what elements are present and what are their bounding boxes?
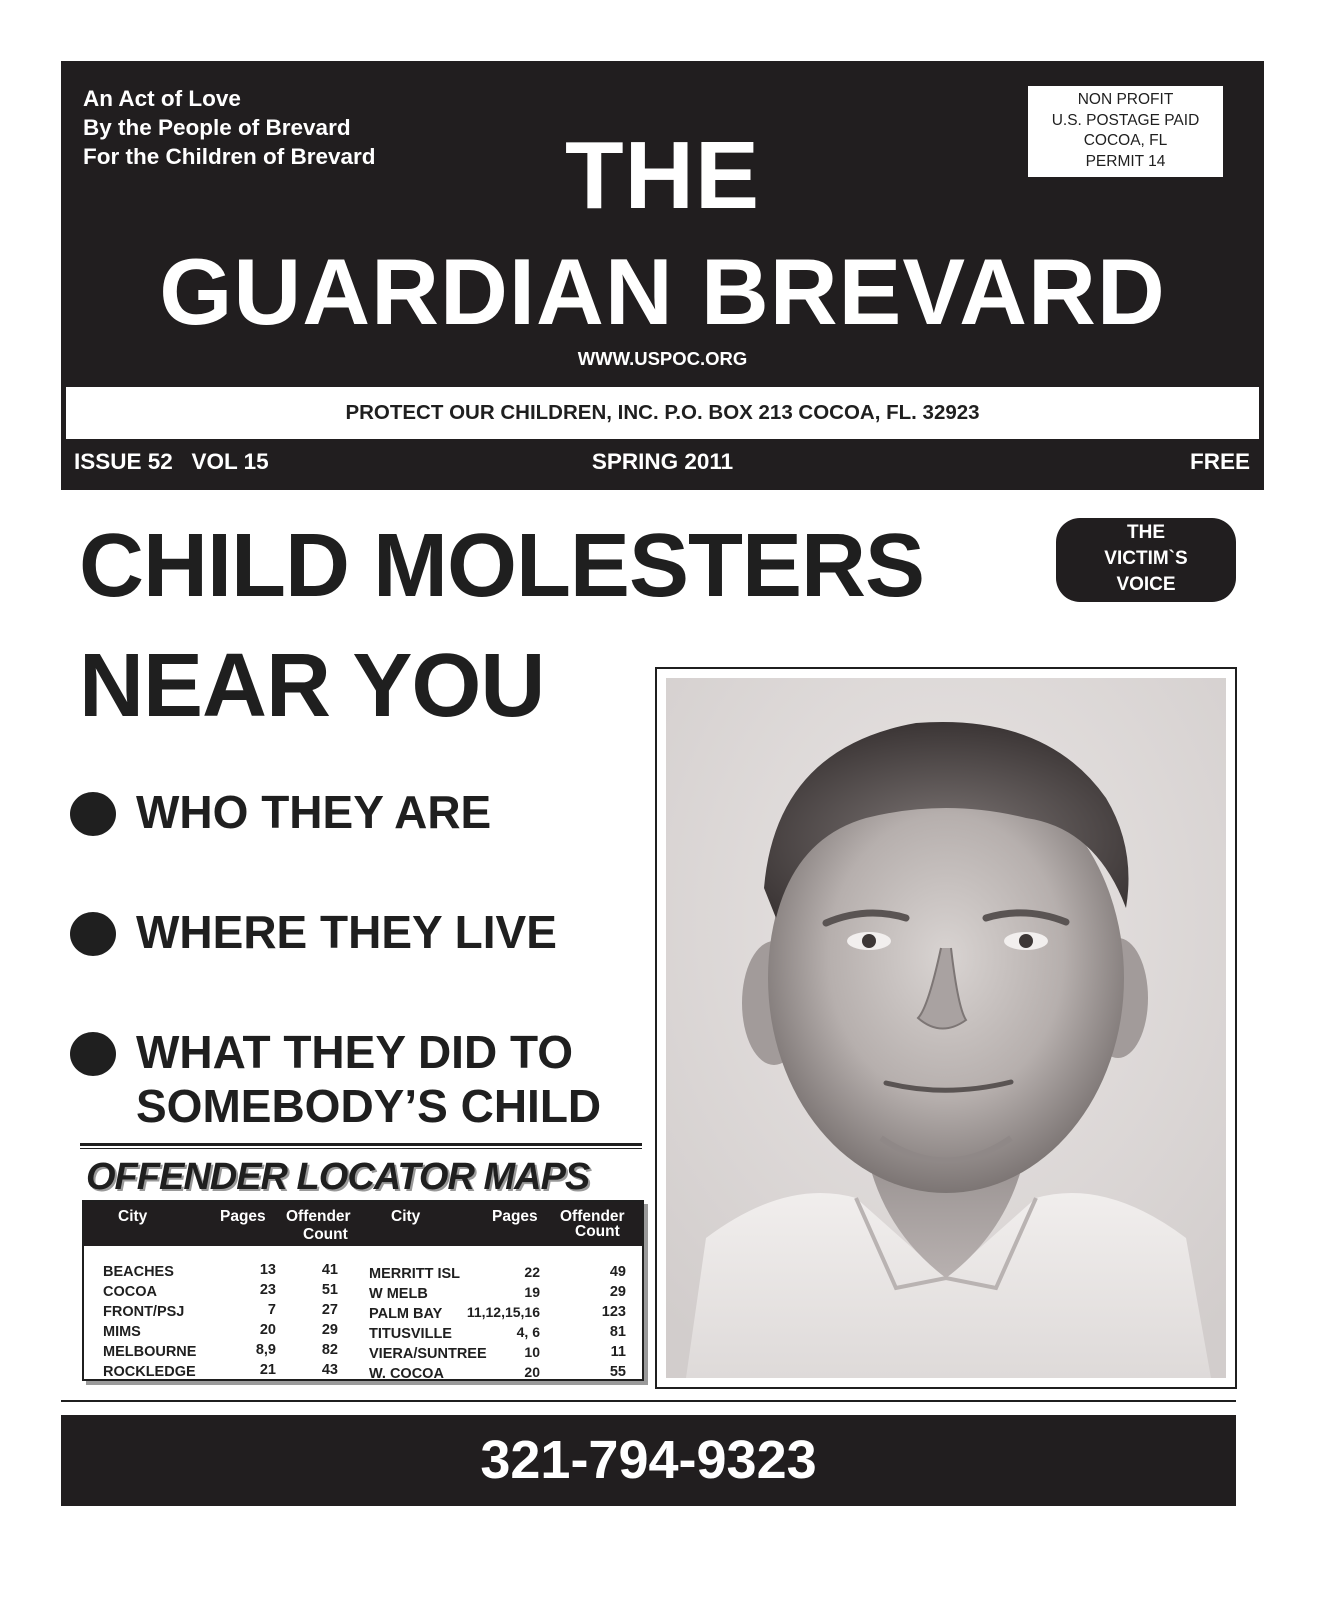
table-cell-pages: 13 [259,1262,276,1278]
table-cell-count: 81 [609,1324,626,1340]
phone-number[interactable]: 321-794-9323 [61,1415,1236,1506]
table-cell-city: BEACHES [103,1264,174,1280]
offender-locator-table [82,1200,644,1381]
table-cell-city: TITUSVILLE [369,1326,452,1342]
bullet-text: WHO THEY ARE [136,786,492,838]
bullet-text: WHAT THEY DID TO [136,1026,573,1078]
table-cell-pages: 8,9 [255,1342,276,1358]
table-cell-city: W. COCOA [369,1366,444,1382]
column-header-offender: Offender [286,1208,351,1225]
table-cell-pages: 4, 6 [516,1324,540,1340]
table-cell-city: VIERA/SUNTREE [369,1346,487,1362]
issue-info-row [61,443,1264,481]
bullet-dot-icon [70,1032,116,1076]
table-cell-city: MELBOURNE [103,1344,197,1360]
newspaper-title: GUARDIAN BREVARD [159,239,1166,344]
table-cell-city: PALM BAY [369,1306,443,1322]
left-count-column [296,1260,338,1380]
table-cell-count: 27 [321,1302,338,1318]
bullet-dot-icon [70,912,116,956]
table-cell-pages: 11,12,15,16 [466,1304,540,1320]
table-cell-city: MIMS [103,1324,141,1340]
website-link[interactable]: WWW.USPOC.ORG [577,348,748,369]
table-cell-pages: 20 [524,1364,540,1380]
table-cell-pages: 10 [524,1344,540,1360]
tagline-line: An Act of Love [83,86,241,111]
headline-line-2: NEAR YOU [79,636,545,736]
column-header-offender: Offender [560,1208,625,1225]
table-cell-count: 43 [321,1362,338,1378]
bullet-dot-icon [70,792,116,836]
table-cell-count: 11 [610,1344,626,1360]
column-header-pages: Pages [492,1208,538,1225]
table-cell-pages: 19 [524,1284,540,1300]
postage-line: NON PROFIT [1077,91,1174,108]
left-pages-column [234,1260,276,1380]
table-cell-count: 82 [321,1342,338,1358]
badge-line: VOICE [1116,574,1176,595]
table-cell-pages: 7 [267,1302,276,1318]
table-cell-count: 51 [321,1282,338,1298]
table-cell-pages: 23 [259,1282,276,1298]
tagline-line: For the Children of Brevard [83,144,376,169]
offender-photo [666,678,1226,1378]
table-cell-count: 29 [609,1284,626,1300]
issue-price: FREE [1189,449,1250,474]
mailing-address: PROTECT OUR CHILDREN, INC. P.O. BOX 213 COCOA, FL. 32923 [66,387,1259,439]
postage-line: COCOA, FL [1083,132,1168,149]
locator-title: OFFENDER LOCATOR MAPS [86,1156,590,1198]
table-cell-count: 55 [609,1364,626,1380]
headline-line-1: CHILD MOLESTERS [79,516,925,616]
column-header-count: Count [575,1223,620,1240]
table-header [84,1202,642,1246]
table-cell-city: ROCKLEDGE [103,1364,196,1380]
bullet-text-continued: SOMEBODY’S CHILD [136,1080,602,1132]
table-cell-pages: 22 [524,1264,540,1280]
newspaper-title-top: THE [565,122,760,229]
table-cell-count: 49 [609,1264,626,1280]
column-header-city: City [118,1208,148,1225]
issue-season: SPRING 2011 [591,449,734,474]
locator-divider [80,1143,642,1146]
bullet-text: WHERE THEY LIVE [136,906,557,958]
issue-volume: ISSUE 52 VOL 15 [74,449,269,474]
table-cell-count: 29 [321,1322,338,1338]
right-pages-column [458,1262,540,1382]
table-cell-count: 123 [601,1304,626,1320]
table-cell-city: COCOA [103,1284,157,1300]
badge-line: VICTIM`S [1104,548,1188,569]
masthead [61,61,1264,490]
column-header-city: City [391,1208,421,1225]
footer-divider [61,1400,1236,1402]
table-cell-pages: 20 [259,1322,276,1338]
column-header-count: Count [303,1226,348,1243]
table-cell-city: MERRITT ISL [369,1266,461,1282]
victims-voice-badge [1056,518,1236,602]
postage-line: PERMIT 14 [1085,152,1166,170]
offender-photo-frame [655,667,1237,1389]
table-cell-count: 41 [321,1262,338,1278]
table-cell-city: W MELB [369,1286,428,1302]
table-cell-pages: 21 [259,1362,276,1378]
right-count-column [574,1262,626,1382]
left-city-column [103,1262,196,1382]
postage-line: U.S. POSTAGE PAID [1051,111,1200,129]
badge-line: THE [1127,522,1165,543]
tagline-line: By the People of Brevard [83,115,351,140]
column-header-pages: Pages [220,1208,266,1225]
table-cell-city: FRONT/PSJ [103,1304,185,1320]
locator-divider-thin [80,1148,642,1149]
